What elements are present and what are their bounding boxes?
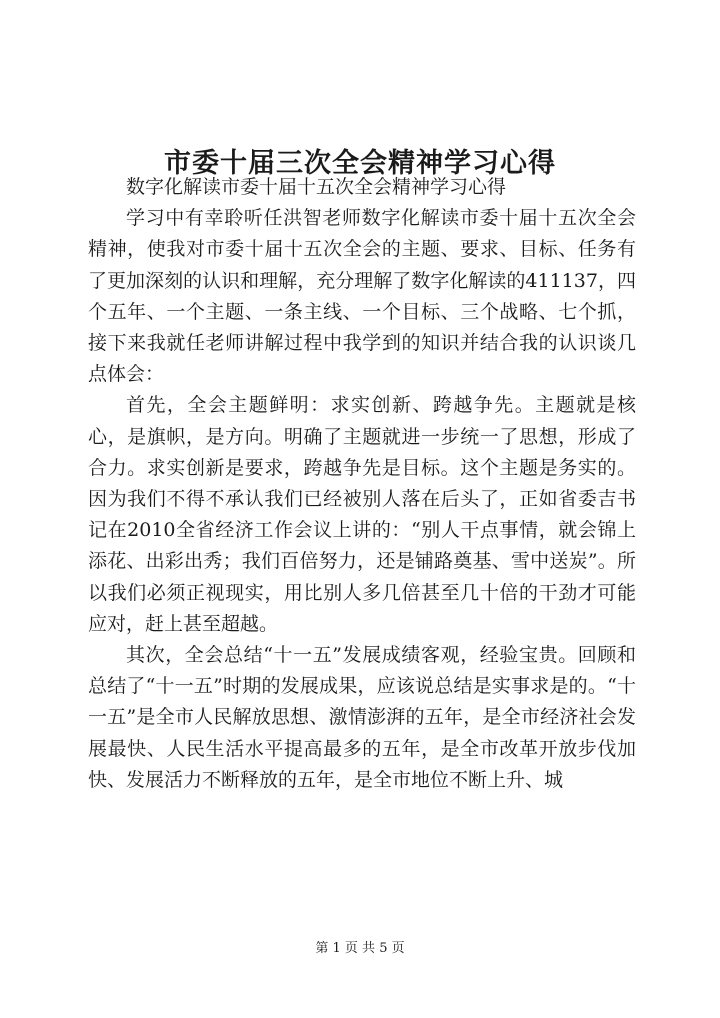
body-paragraph: 学习中有幸聆听任洪智老师数字化解读市委十届十五次全会精神，使我对市委十届十五次全会的主题、要求、目标、任务有了更加深刻的认识和理解，充分理解了数字化解读的411137，四个五年、一个主题、一条主线、一个目标、三个战略、七个抓，接下来我就任老师讲解过程中我学到的知识并结合我的认识谈几点体会：: [88, 207, 636, 386]
body-paragraph: 其次，全会总结“十一五”发展成绩客观，经验宝贵。回顾和总结了“十一五”时期的发展成果，应该说总结是实事求是的。“十一五”是全市人民解放思想、激情澎湃的五年，是全市经济社会发展最快、人民生活水平提高最多的五年，是全市改革开放步伐加快、发展活力不断释放的五年，是全市地位不断上升、城: [88, 644, 636, 791]
page-footer: 第 1 页 共 5 页: [315, 941, 405, 956]
body-paragraph: 首先，全会主题鲜明：求实创新、跨越争先。主题就是核心，是旗帜，是方向。明确了主题就进一步统一了思想，形成了合力。求实创新是要求，跨越争先是目标。这个主题是务实的。因为我们不得不承认我们已经被别人落在后头了，正如省委吉书记在2010全省经济工作会议上讲的：“别人干点事情，就会锦上添花、出彩出秀；我们百倍努力，还是铺路奠基、雪中送炭”。所以我们必须正视现实，用比别人多几倍甚至几十倍的干劲才可能应对，赶上甚至超越。: [88, 394, 636, 635]
document-title: 市委十届三次全会精神学习心得: [164, 148, 556, 180]
document-body: [88, 172, 636, 796]
subtitle-paragraph: 数字化解读市委十届十五次全会精神学习心得: [126, 176, 507, 198]
